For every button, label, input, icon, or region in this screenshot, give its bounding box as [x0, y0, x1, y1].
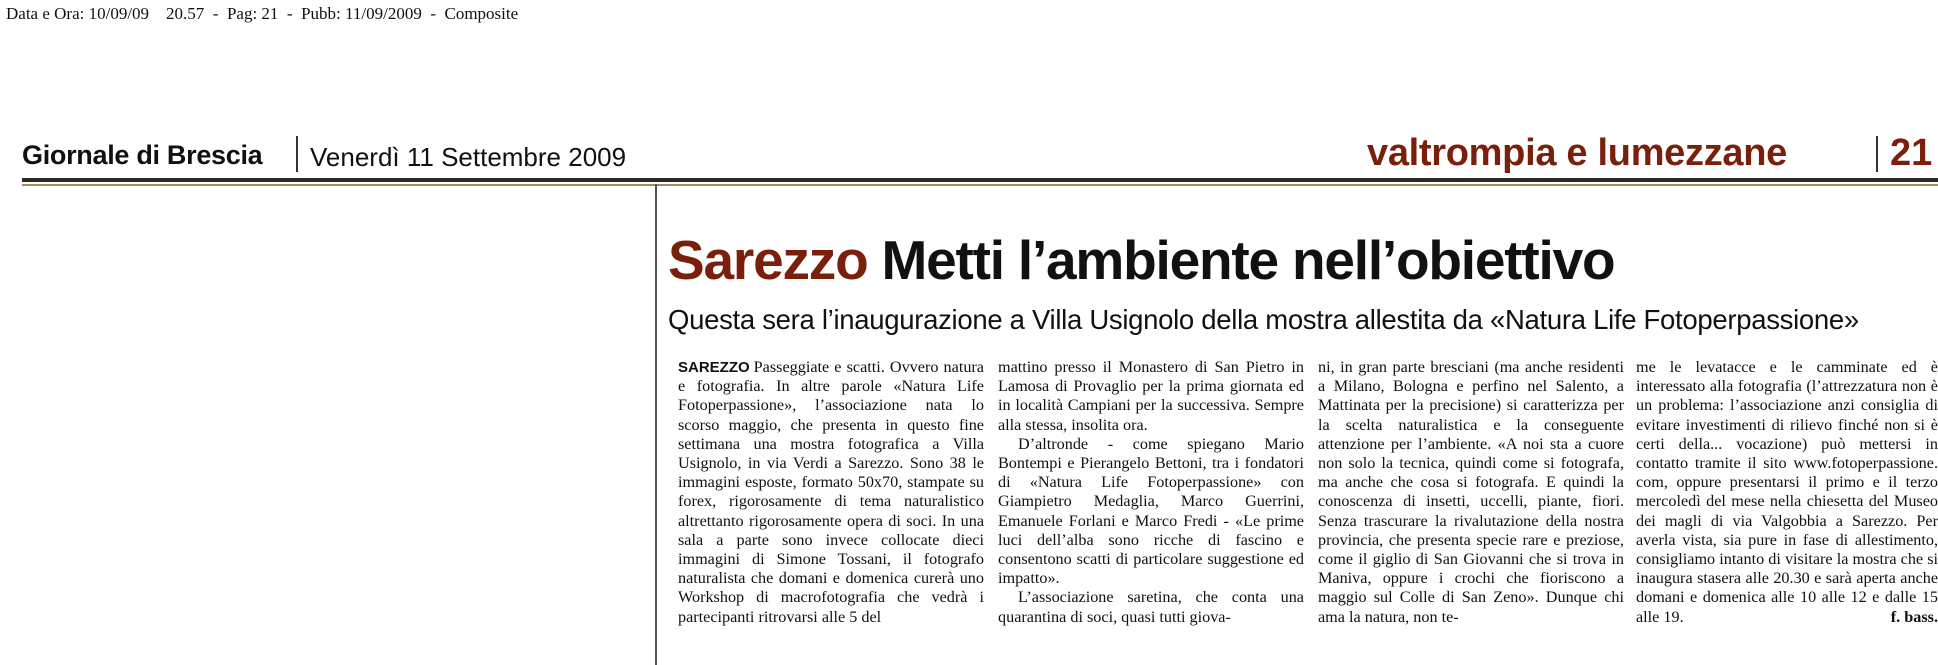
page-number: 21	[1890, 132, 1933, 174]
dateline: SAREZZO	[678, 359, 750, 376]
article-headline	[668, 228, 1614, 292]
article-column-4	[1636, 358, 1938, 627]
masthead-rule-thin	[22, 184, 1938, 186]
column-divider	[655, 184, 657, 665]
article-subhead: Questa sera l’inaugurazione a Villa Usignolo della mostra allestita da «Natura Life Fotoperpassione»	[668, 304, 1859, 335]
article-column-2	[998, 358, 1304, 627]
paragraph: D’altronde - come spiegano Mario Bontempi e Pierangelo Bettoni, tra i fondatori di «Natura Life Fotoperpassione» con Giampietro Medaglia, Marco Guerrini, Emanuele Forlani e Marco Fredi - «Le prime luci dell’alba sono ricche di fascino e consentono scatti di particolare suggestione ed impatto».	[998, 434, 1304, 588]
section-title: valtrompia e lumezzane	[1367, 132, 1787, 174]
issue-date: Venerdì 11 Settembre 2009	[310, 142, 627, 172]
author-signature: f. bass.	[1890, 607, 1938, 626]
newspaper-name: Giornale di Brescia	[22, 140, 263, 170]
masthead	[22, 128, 1933, 180]
paragraph: me le levatacce e le camminate ed è interessato alla fotografia (l’attrezzatura non è un problema: l’associazione anzi consiglia di evitare investimenti di rilievo finché non si è certi della... vocazione) può mettersi in contatto tramite il sito www.fotoperpassione. com, oppure presentarsi il primo e il terzo mercoledì del mese nella chiesetta del Museo dei magli di via Valgobbia a Sarezzo. Per averla vista, sia pure in fase di allestimento, consigliamo intanto di visitare la mostra che si inaugura stasera alle 20.30 e sarà aperta anche domani e domenica alle 10 alle 12 e dalle 15 alle 19.	[1636, 358, 1938, 626]
paragraph: mattino presso il Monastero di San Pietro in Lamosa di Provaglio per la prima giornata ed in località Campiani per la successiva. Sempre alla stessa, insolita ora.	[998, 358, 1304, 434]
paragraph: L’associazione saretina, che conta una quarantina di soci, quasi tutti giova-	[998, 588, 1304, 626]
headline-text: Metti l’ambiente nell’obiettivo	[881, 229, 1615, 291]
article-column-1	[678, 358, 984, 627]
section-divider	[1876, 136, 1878, 172]
masthead-divider	[296, 136, 298, 172]
paragraph: Passeggiate e scatti. Ovvero natura e fotografia. In altre parole «Natura Life Fotoperpassione», l’associazione nata lo scorso maggio, che presenta in questo fine settimana una mostra fotografica a Villa Usignolo, in via Verdi a Sarezzo. Sono 38 le immagini esposte, formato 50x70, stampate su forex, rigorosamente di tema naturalistico altrettanto rigorosamente opera di soci. In una sala a parte sono invece collocate dieci immagini di Simone Tossani, il fotografo naturalista che domani e domenica curerà uno Workshop di macrofotografia che vedrà i partecipanti ritrovarsi alle 5 del	[678, 358, 984, 626]
article-column-3	[1318, 358, 1624, 627]
paragraph: ni, in gran parte bresciani (ma anche residenti a Milano, Bologna e perfino nel Salento, a Mattinata per la precisione) si caratterizza per la scelta naturalistica e la conseguente attenzione per l’ambiente. «A noi sta a cuore non solo la tecnica, quindi come si fotografa, ma anche che cosa si fotografa. E quindi la conoscenza di insetti, uccelli, piante, fiori. Senza trascurare la rivalutazione della nostra provincia, che presenta specie rare e preziose, come il giglio di San Giovanni che si trova in Maniva, oppure i crochi che fioriscono a maggio sul Colle di San Zeno». Dunque chi ama la natura, non te-	[1318, 358, 1624, 626]
print-slug: Data e Ora: 10/09/09 20.57 - Pag: 21 - Pubb: 11/09/2009 - Composite	[6, 4, 519, 23]
masthead-rule	[22, 178, 1938, 182]
headline-kicker: Sarezzo	[668, 229, 868, 291]
